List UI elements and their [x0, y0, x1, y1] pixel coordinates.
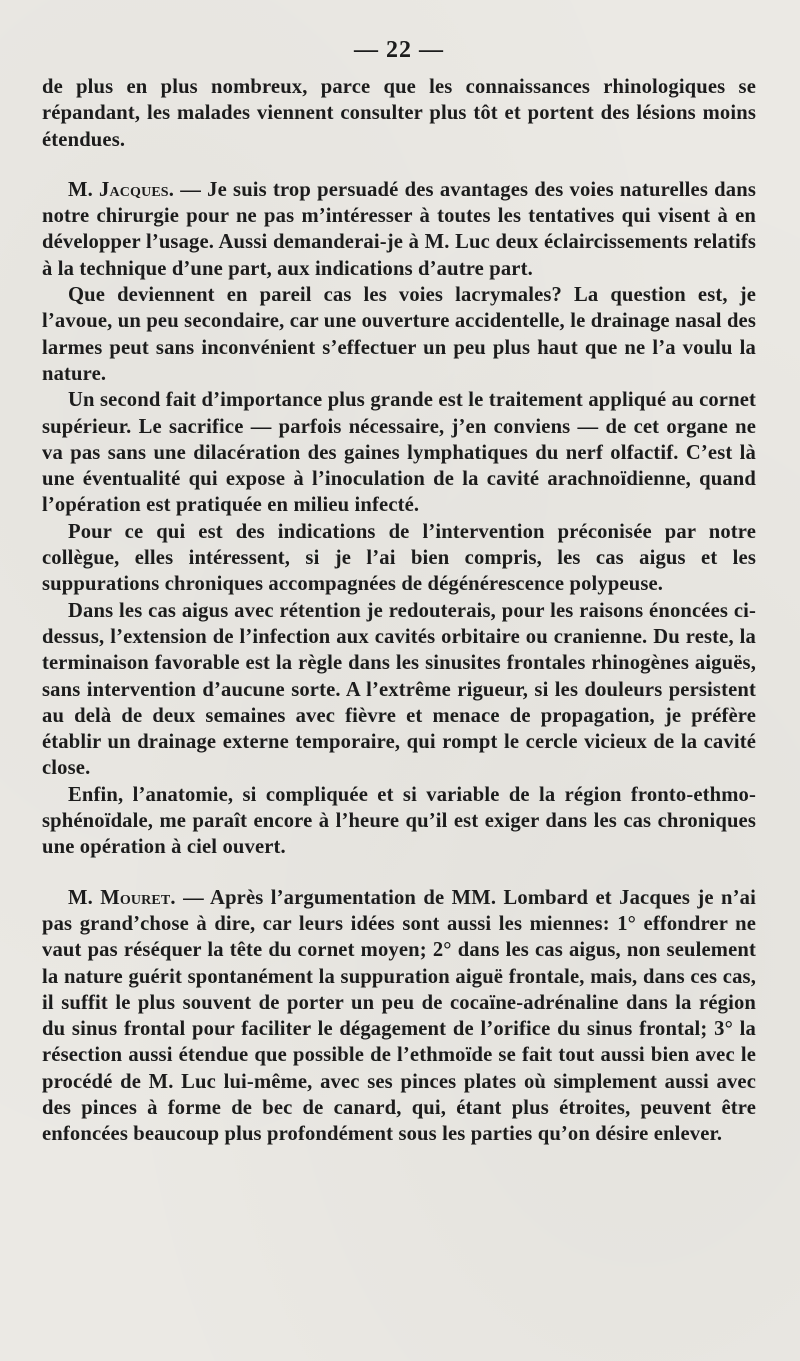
paragraph-acute-cases: Dans les cas aigus avec rétention je redouterais, pour les raisons énoncées ci-dessus, l’extension de l’infection aux cavités orbitaire ou cranienne. Du reste, la terminaison favorable est la règle dans les sinusites frontales rhinogènes aiguës, sans intervention d’aucune sorte. A l’extrême rigueur, si les douleurs persistent au delà de deux semaines avec fièvre et menace de propagation, je préfère établir un drainage externe temporaire, qui rompt le cercle vicieux de la cavité close.	[42, 599, 756, 780]
paragraph-cornet: Un second fait d’importance plus grande est le traitement appliqué au cornet supérieur. Le sacrifice — parfois nécessaire, j’en conviens — de cet organe ne va pas sans une dilacération des gaines lymphatiques du nerf olfactif. C’est là une éventualité qui expose à l’inoculation de la cavité arachnoïdienne, quand l’opération est pratiquée en milieu infecté.	[42, 389, 756, 517]
page-number: — 22 —	[354, 37, 444, 63]
paragraph-text: — Je suis trop persuadé des avantages des voies naturelles dans notre chirurgie pour ne pas m’intéresser à toutes les tentatives qui visent à en développer l’usage. Aussi demanderai-je à M. Luc deux éclaircissements relatifs à la technique d’une part, aux indications d’autre part.	[42, 178, 756, 280]
paragraph-mouret	[42, 885, 756, 1148]
paragraph-text: — Après l’argumentation de MM. Lombard et Jacques je n’ai pas grand’chose à dire, car leurs idées sont aussi les miennes: 1° effondrer ne vaut pas réséquer la tête du cornet moyen; 2° dans les cas aigus, non seulement la nature guérit spontanément la suppuration aiguë frontale, mais, dans ces cas, il suffit le plus souvent de porter un peu de cocaïne-adrénaline dans la région du sinus frontal pour faciliter le dégagement de l’orifice du sinus frontal; 3° la résection aussi étendue que possible de l’ethmoïde se fait tout aussi bien avec le procédé de M. Luc lui-même, avec ses pinces plates où simplement aussi avec des pinces à forme de bec de canard, qui, étant plus étroites, peuvent être enfoncées beaucoup plus profondément sous les parties qu’on désire enlever.	[42, 886, 756, 1146]
paragraph-lacrymal: Que deviennent en pareil cas les voies lacrymales? La question est, je l’avoue, un peu secondaire, car une ouverture accidentelle, le drainage nasal des larmes peut sans inconvénient s’effectuer un peu plus haut que ne l’a voulu la nature.	[42, 284, 756, 385]
paragraph-anatomy: Enfin, l’anatomie, si compliquée et si variable de la région fronto-ethmo-sphénoïdale, me paraît encore à l’heure qu’il est exiger dans les cas chroniques une opération à ciel ouvert.	[42, 783, 756, 859]
paragraph-continuation: de plus en plus nombreux, parce que les connaissances rhinologiques se répandant, les malades viennent consulter plus tôt et portent des lésions moins étendues.	[42, 76, 756, 151]
paragraph-jacques-intro	[42, 177, 756, 282]
speaker-name: M. Jacques.	[68, 178, 175, 201]
speaker-name: M. Mouret.	[68, 886, 176, 909]
paragraph-indications: Pour ce qui est des indications de l’intervention préconisée par notre collègue, elles intéressent, si je l’ai bien compris, les cas aigus et les suppurations chroniques accompagnées de dégénérescence polypeuse.	[42, 520, 756, 596]
